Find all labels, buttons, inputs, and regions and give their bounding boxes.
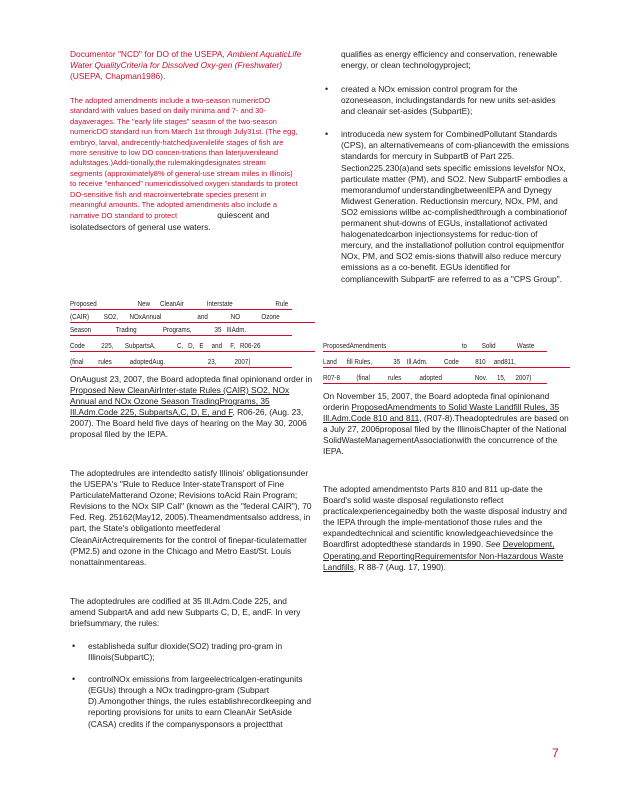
cair-heading-row-5: (final rules adoptedAug. 23, 2007) (70, 357, 251, 366)
cair-bullet-list-continued (323, 84, 570, 285)
cair-paragraph-1: OnAugust 23, 2007, the Board adopteda final opinionand order in Proposed New CleanAirInter-state Rules (CAIR) SO2, NOx Annual and NOx Ozone Season TradingPrograms, 35 Ill.Adm.Code 225, SubpartsA,C, D, E, and F, R06-26, (Aug. 23, 2007). The Board held five days of hearing on the May 30, 2006 proposal filed by the IEPA. (70, 374, 313, 440)
landfill-heading-row-2: Land fill Rules, 35 Ill.Adm. Code 810 and811, (323, 357, 516, 366)
cair-paragraph-3: The adoptedrules are codified at 35 Ill.Adm.Code 225, and amend SubpartA and add new Subparts C, D, E, andF. In very briefsummary, the rules: (70, 596, 301, 629)
page-number: 7 (552, 746, 559, 760)
landfill-paragraph-2: The adopted amendmentsto Parts 810 and 811 up-date the Board's solid waste disposal regulationsto reflect practicalexperiencegainedby both the waste disposal industry and the IEPA through the imple-mentationof those rules and the expandedtechnical and scientific knowledgeachievedsince the Boardfirst adoptedthese standards in 1990. See Development, Operating,and ReportingRequirementsfor Non-Hazardous Waste Landfills, R 88-7 (Aug. 17, 1990). (323, 484, 567, 572)
cair-rule-link[interactable]: Proposed New CleanAirInter-state Rules (CAIR) SO2, NOx Annual and NOx Ozone Season TradingPrograms, 35 Ill.Adm.Code 225, SubpartsA,C, D, E, and F (70, 385, 290, 418)
list-item: • created a NOx emission control program for the ozoneseason, includingstandards for new units set-asides and cleanair set-asides (SubpartE); (325, 84, 556, 117)
landfill-heading-row-3: R07-8 (final rules adopted Nov. 15, 2007) (323, 373, 532, 382)
cair-heading-row-4: Code 225, SubpartsA, C, D, E and F, R06-26 (70, 341, 261, 350)
cair-bullet-list (70, 641, 315, 730)
list-item: • controlNOx emissions from largeelectricalgen-eratingunits (EGUs) through a NOx tradingpro-gram (Subpart D).Amongother things, the rules establishrecordkeeping and reporting provisions for units to earn CleanAir SetAside (CASA) credits if the companysponsors a projectthat (72, 674, 311, 729)
bullet-icon: • (325, 84, 329, 94)
amendments-paragraph: The adopted amendments include a two-season numericDO standard with values based on daily minima and 7- and 30-dayaverages. The "early life stages" season of the two-season numericDO standard run from March 1st through July31st. (The egg, embryo, larval, andrecently-hatchedjuvenilelife stages of fish are more sensitive to low DO concen-trations than laterjuvenileand adultstages.)Addi-tionally,the rulemakingdesignates stream segments (approximately8% of general-use stream miles in Illinois) to receive "enhanced" numericdissolved oxygen standards to protect DO-sensitive fish and macroinvertebrate species present in meaningful amounts. The adopted amendments also include a narrative DO standard to protect quiescent and isolatedsectors of general use waters. (70, 96, 298, 232)
landfill-rule-link[interactable]: ProposedAmendments to Solid Waste Landfill Rules, 35 Ill.Adm.Code 810 and 811 (323, 402, 560, 424)
cair-paragraph-2: The adoptedrules are intendedto satisfy Illinois' obligationsunder the USEPA's "Rule to Reduce Inter-stateTransport of Fine ParticulateMatterand Ozone; Revisions toAcid Rain Program; Revisions to the NOx SIP Call" (known as the "federal CAIR"), 70 Fed. Reg. 25162(May12, 2005).Theamendmentsalso address, in part, the State's obligationto meetfederal CleanAirActrequirements for the control of finepar-ticulatematter (PM2.5) and ozone in the Chicago and Metro East/St. Louis nonattainmentareas. (70, 468, 312, 567)
bullet-icon: • (325, 129, 329, 140)
landfill-heading-row-1: ProposedAmendments to Solid Waste (323, 341, 535, 350)
bullet-icon: • (72, 674, 76, 685)
landfill-reference-link[interactable]: Development, Operating,and ReportingRequirementsfor Non-Hazardous Waste Landfills (323, 539, 564, 572)
landfill-paragraph-1: On November 15, 2007, the Board adopteda final opinionand orderin ProposedAmendments to Solid Waste Landfill Rules, 35 Ill.Adm.Code 810 and 811, (R07-8).Theadoptedrules are based on a July 27, 2006proposal filed by the IllinoisChapter of the National SolidWasteManagementAssociationwith the concurrence of the IEPA. (323, 391, 569, 457)
cair-heading-row-3: Season Trading Programs, 35 IIIAdm. (70, 325, 247, 334)
bullet-icon: • (72, 641, 76, 651)
list-item: • establisheda sulfur dioxide(SO2) trading pro-gram in Illinois(SubpartC); (72, 641, 283, 663)
continued-bullet-text: qualifies as energy efficiency and conservation, renewable energy, or clean technologyproject; (341, 49, 558, 71)
intro-paragraph: Documentor "NCD" for DO of the USEPA, Ambient AquaticLife Water QualityCriteria for Dissolved Oxy-gen (Freshwater) (USEPA, Chapman1986). (70, 49, 302, 81)
list-item: • introduceda new system for CombinedPollutant Standards (CPS), an alternativemeans of com-pliancewith the emissions standards for mercury in SubpartB of Part 225. Section225.230(a)and sets specific emissions levelsfor NOx, particulate matter (PM), and SO2. New SubpartF embodies a memorandumof understandingbetweenIEPA and Dynegy Midwest Generation. Reductionsin mercury, NOx, PM, and SO2 emissions willbe ac-complishedthrough a combinationof permanent shut-downs of EGUs, installationof activated halogenatedcarbon injectionsystems for reduc-tion of mercury, and the installationof pollution control equipmentfor NOx, PM, and SO2 emis-sions thatwill also reduce mercury emissions as a co-benefit. EGUs identified for compliancewith SubpartF are referred to as a "CPS Group". (325, 129, 570, 284)
cair-heading-row-1: Proposed New CleanAir Interstate Rule (70, 299, 289, 308)
cair-heading-row-2: (CAIR) SO2, NOxAnnual and NO Ozone (70, 312, 280, 321)
